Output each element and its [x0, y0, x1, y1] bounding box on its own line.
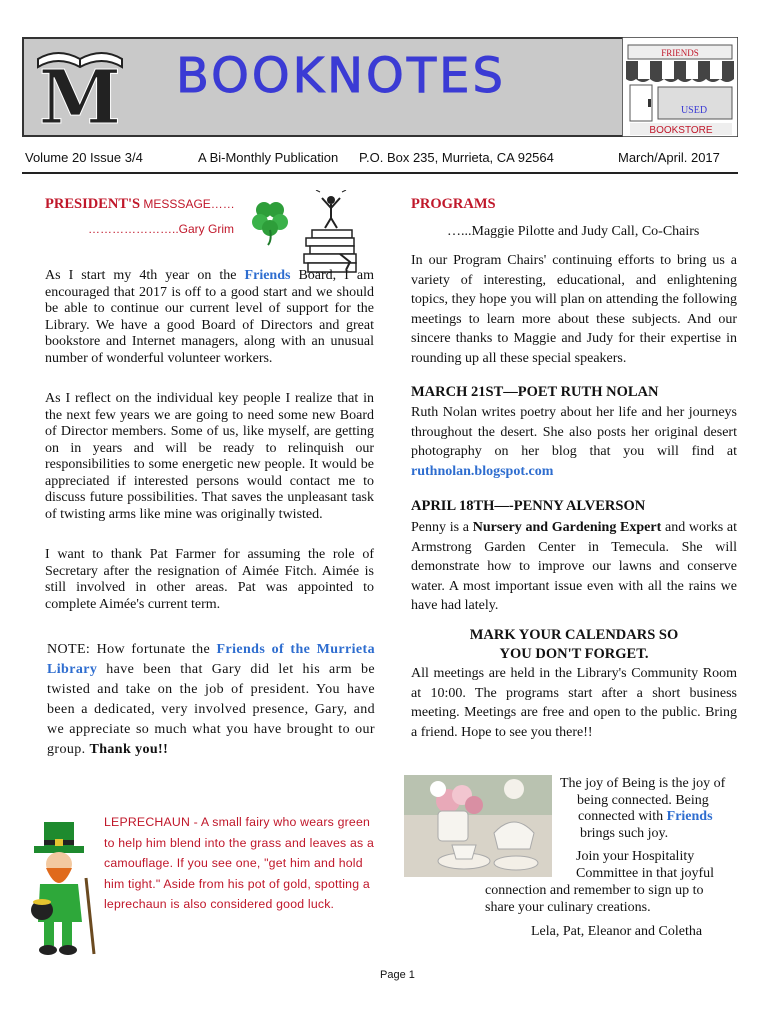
shop-sign-bookstore: BOOKSTORE: [649, 125, 713, 136]
programs-chairs: …...Maggie Pilotte and Judy Call, Co-Chairs: [447, 224, 700, 239]
issue-date: March/April. 2017: [618, 150, 720, 165]
ruth-nolan-blog-link[interactable]: ruthnolan.blogspot.com: [411, 463, 554, 479]
page-number: Page 1: [380, 969, 415, 981]
programs-heading: PROGRAMS: [411, 196, 496, 212]
tea-set-photo: [404, 775, 552, 877]
leprechaun-icon: [22, 818, 104, 958]
volume-issue: Volume 20 Issue 3/4: [25, 150, 143, 165]
march-program-heading: MARCH 21ST—POET RUTH NOLAN: [411, 384, 659, 400]
book-logo-icon: [34, 45, 126, 127]
april-program-heading: APRIL 18TH—-PENNY ALVERSON: [411, 498, 646, 514]
note-paragraph: NOTE: How fortunate the Friends of the Murrieta Library have been that Gary did let his arm be twisted and take on the job of president. You have been a dedicated, very involved presence, Gary, and we appreciate so much what you have brought to our group. Thank you!!: [47, 642, 376, 757]
calendar-reminder: MARK YOUR CALENDARS SO YOU DON'T FORGET.: [469, 627, 679, 662]
march-program-text: Ruth Nolan writes poetry about her life and her journeys throughout the desert. She also posts her original desert photography on her blog that you will find at ruthnolan.blogspot.com: [411, 405, 737, 479]
header-divider: [22, 172, 738, 174]
president-paragraph-3: I want to thank Pat Farmer for assuming the role of Secretary after the resignation of Aimée Fitch. Aimée is still involved in other areas. Pat was appointed to complete Aimée's current term.: [45, 547, 374, 612]
shop-sign-used: USED: [680, 105, 708, 116]
newsletter-title: BOOKNOTES: [176, 48, 506, 104]
programs-intro: In our Program Chairs' continuing efforts to bring us a variety of interesting, educational, and enlightening topics, they hope you will plan on attending the following meetings to learn more about these subjects. And our sincere thanks to Maggie and Judy for their expertise in rounding up all these special speakers.: [411, 253, 737, 366]
publication-frequency: A Bi-Monthly Publication: [198, 150, 339, 165]
leprechaun-description: LEPRECHAUN - A small fairy who wears green to help him blend into the grass and leaves as a camouflage. If you see one, "get him and hold him tight." Aside from his pot of gold, spotting a leprechaun is also considered good luck.: [104, 815, 375, 911]
logo-letter: M: [39, 55, 121, 127]
hospitality-signers: Lela, Pat, Eleanor and Coletha: [531, 924, 703, 939]
president-paragraph-2: As I reflect on the individual key people I realize that in the next few years we are going to need some new Board of Director members. Some of us, like myself, are getting on in years and will be ready to relinquish our responsibilities to some energetic new people. It would be appreciated if interested persons would contact me to discuss future possibilities. That saves the unpleasant task of twisting arms like mine was originally twisted.: [45, 391, 374, 522]
meetings-info: All meetings are held in the Library's Community Room at 10:00. The programs start after a short business meeting. Meetings are free and open to the public. Bring a friend. Hope to see you there!!: [411, 666, 737, 740]
president-paragraph-1: As I start my 4th year on the Friends Board, I am encouraged that 2017 is off to a good start and we should be able to continue our current level of support for the Library. We have a good Board of Directors and great bookstore and Internet managers, along with an unusual number of wonderful volunteer workers.: [45, 268, 375, 366]
president-byline: …………………..Gary Grim: [88, 222, 234, 236]
shop-sign-friends: FRIENDS: [661, 48, 699, 58]
shamrock-icon: [250, 198, 290, 246]
president-heading: PRESIDENT'S MESSSAGE……: [45, 196, 235, 212]
mailing-address: P.O. Box 235, Murrieta, CA 92564: [359, 150, 554, 165]
bookstore-storefront-icon: [622, 37, 738, 137]
april-program-text: Penny is a Nursery and Gardening Expert and works at Armstrong Garden Center in Temecula. She will demonstrate how to improve our lawns and conserve water. A most important issue even with all the rains we have had lately.: [411, 520, 737, 613]
